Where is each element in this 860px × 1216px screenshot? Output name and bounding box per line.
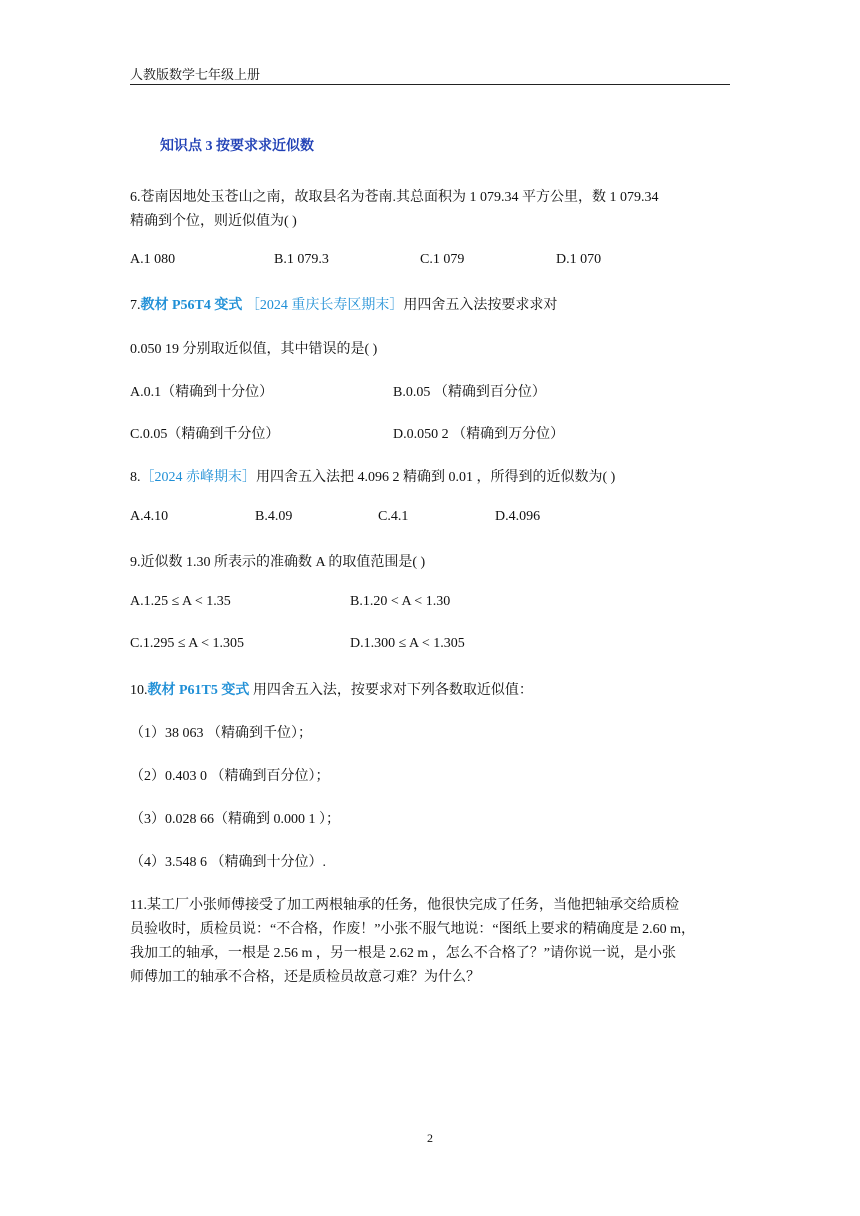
q10-item-1: （1）38 063 （精确到千位）； <box>130 726 312 741</box>
q7-stem-rest: 用四舍五入法按要求求对 <box>403 298 558 313</box>
q10-textbook-tag: 教材 P61T5 变式 <box>147 683 250 698</box>
q9-stem: 9.近似数 1.30 所表示的准确数 A 的取值范围是( ) <box>130 555 426 570</box>
q10-item-2: （2）0.403 0 （精确到百分位）； <box>130 769 330 784</box>
q6-option-b: B.1 079.3 <box>274 252 329 267</box>
q6-option-a: A.1 080 <box>130 252 176 267</box>
q9-option-a: A.1.25 ≤ A < 1.35 <box>130 594 231 609</box>
page-number: 2 <box>427 1131 433 1145</box>
q9-option-c: C.1.295 ≤ A < 1.305 <box>130 636 244 651</box>
q7-option-a: A.0.1（精确到十分位） <box>130 385 274 400</box>
q10-stem-rest: 用四舍五入法，按要求对下列各数取近似值： <box>249 683 533 698</box>
q6-stem-line1: 6.苍南因地处玉苍山之南，故取县名为苍南.其总面积为 1 079.34 平方公里，数 1 079.34 <box>130 190 659 205</box>
q8-stem-rest: 用四舍五入法把 4.096 2 精确到 0.01 ，所得到的近似数为( ) <box>256 470 616 485</box>
q9-option-b: B.1.20 < A < 1.30 <box>350 594 451 609</box>
q10-item-3: （3）0.028 66（精确到 0.000 1 ）； <box>130 812 340 827</box>
q11-line-3: 我加工的轴承，一根是 2.56 m ，另一根是 2.62 m ，怎么不合格了？”请你说一说，是小张 <box>130 946 676 961</box>
q8-option-c: C.4.1 <box>378 509 409 524</box>
q11-line-4: 师傅加工的轴承不合格，还是质检员故意刁难？为什么？ <box>130 970 480 985</box>
q7-number: 7. <box>130 298 141 313</box>
q8-stem <box>130 466 615 486</box>
q6-option-d: D.1 070 <box>556 252 602 267</box>
q10-number: 10. <box>130 683 148 698</box>
q6-option-c: C.1 079 <box>420 252 465 267</box>
q8-option-d: D.4.096 <box>495 509 541 524</box>
q7-option-d: D.0.050 2 （精确到万分位） <box>393 427 565 442</box>
q10-item-4: （4）3.548 6 （精确到十分位）. <box>130 855 326 870</box>
q8-source: ［2024 赤峰期末］ <box>140 470 256 485</box>
q6-stem-line2: 精确到个位，则近似值为( ) <box>130 214 297 229</box>
q7-stem-line1 <box>130 294 557 314</box>
q7-option-c: C.0.05（精确到千分位） <box>130 427 280 442</box>
q7-textbook-tag: 教材 P56T4 变式 <box>140 298 243 313</box>
q8-option-a: A.4.10 <box>130 509 169 524</box>
q10-stem <box>130 679 533 699</box>
q8-number: 8. <box>130 470 141 485</box>
q7-source: ［2024 重庆长寿区期末］ <box>245 298 404 313</box>
section-title: 知识点 3 按要求求近似数 <box>160 139 314 154</box>
q7-option-b: B.0.05 （精确到百分位） <box>393 385 546 400</box>
q8-option-b: B.4.09 <box>255 509 293 524</box>
q7-stem-line2: 0.050 19 分别取近似值，其中错误的是( ) <box>130 342 378 357</box>
running-header: 人教版数学七年级上册 <box>130 67 261 82</box>
header-rule <box>130 84 730 85</box>
q11-line-2: 员验收时，质检员说：“不合格，作废！”小张不服气地说：“图纸上要求的精确度是 2.60 m， <box>130 922 696 937</box>
q11-line-1: 11.某工厂小张师傅接受了加工两根轴承的任务，他很快完成了任务，当他把轴承交给质检 <box>130 898 679 913</box>
q9-option-d: D.1.300 ≤ A < 1.305 <box>350 636 465 651</box>
